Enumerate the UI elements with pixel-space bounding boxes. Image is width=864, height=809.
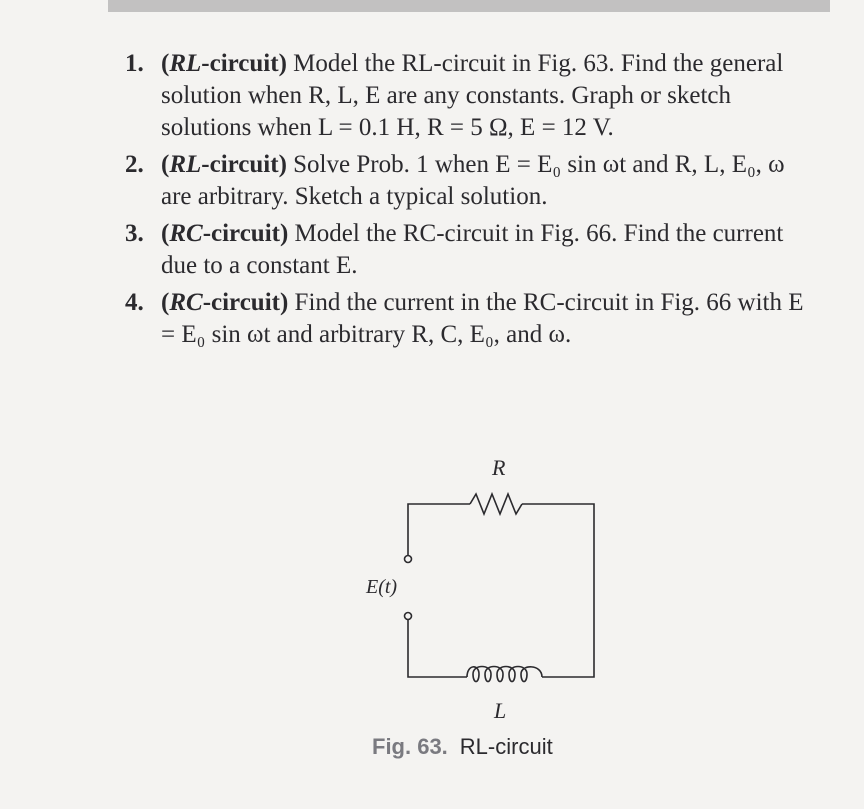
problem-text: Find the current in the RC-circuit in Fig. 66 with E = E₀ sin ωt and arbitrary R, C, E₀, and ω. bbox=[161, 289, 804, 348]
problem-list bbox=[120, 48, 820, 356]
problem-title bbox=[161, 220, 288, 247]
title-rest: -circuit) bbox=[202, 289, 289, 316]
title-rest: -circuit) bbox=[202, 220, 289, 247]
top-bar bbox=[108, 0, 830, 12]
title-italic: RC bbox=[169, 289, 203, 316]
problem-text: Model the RL-circuit in Fig. 63. Find the general solution when R, L, E are any constants. Graph or sketch solutions when L = 0.1 H, R = 5 Ω, E = 12 V. bbox=[161, 50, 784, 141]
problem-number: 3. bbox=[125, 220, 144, 247]
title-italic: RL bbox=[169, 151, 202, 178]
title-open: ( bbox=[161, 50, 170, 77]
title-open: ( bbox=[161, 220, 170, 247]
problem-2 bbox=[120, 149, 820, 213]
resistor-symbol bbox=[470, 494, 522, 514]
problem-text: Solve Prob. 1 when E = E₀ sin ωt and R, L, E₀, ω are arbitrary. Sketch a typical solution. bbox=[161, 151, 785, 210]
problem-text: Model the RC-circuit in Fig. 66. Find the current due to a constant E. bbox=[161, 220, 784, 279]
problem-number: 2. bbox=[125, 151, 144, 178]
inductor-symbol bbox=[467, 667, 542, 682]
wire-top-left bbox=[408, 504, 470, 555]
wire-bottom-left bbox=[408, 620, 467, 677]
title-rest: -circuit) bbox=[201, 50, 287, 77]
title-italic: RC bbox=[169, 220, 203, 247]
title-open: ( bbox=[161, 289, 170, 316]
inductor-label: L bbox=[494, 698, 507, 723]
problem-4 bbox=[120, 287, 820, 351]
terminal-bottom bbox=[405, 613, 412, 620]
problem-number: 1. bbox=[125, 50, 144, 77]
caption-text: RL-circuit bbox=[459, 734, 553, 759]
problem-1 bbox=[120, 48, 820, 144]
problem-3 bbox=[120, 218, 820, 282]
title-rest: -circuit) bbox=[201, 151, 287, 178]
title-italic: RL bbox=[169, 50, 202, 77]
problem-title bbox=[161, 151, 287, 178]
rl-circuit-figure bbox=[355, 452, 615, 762]
source-label: E(t) bbox=[366, 576, 398, 598]
problem-number: 4. bbox=[125, 289, 144, 316]
caption-label: Fig. 63. bbox=[372, 734, 448, 759]
figure-caption bbox=[372, 734, 553, 760]
terminal-top bbox=[405, 556, 412, 563]
problem-title bbox=[161, 50, 287, 77]
wire-top-right bbox=[522, 504, 594, 677]
resistor-label: R bbox=[492, 455, 506, 480]
problem-title bbox=[161, 289, 288, 316]
title-open: ( bbox=[161, 151, 170, 178]
